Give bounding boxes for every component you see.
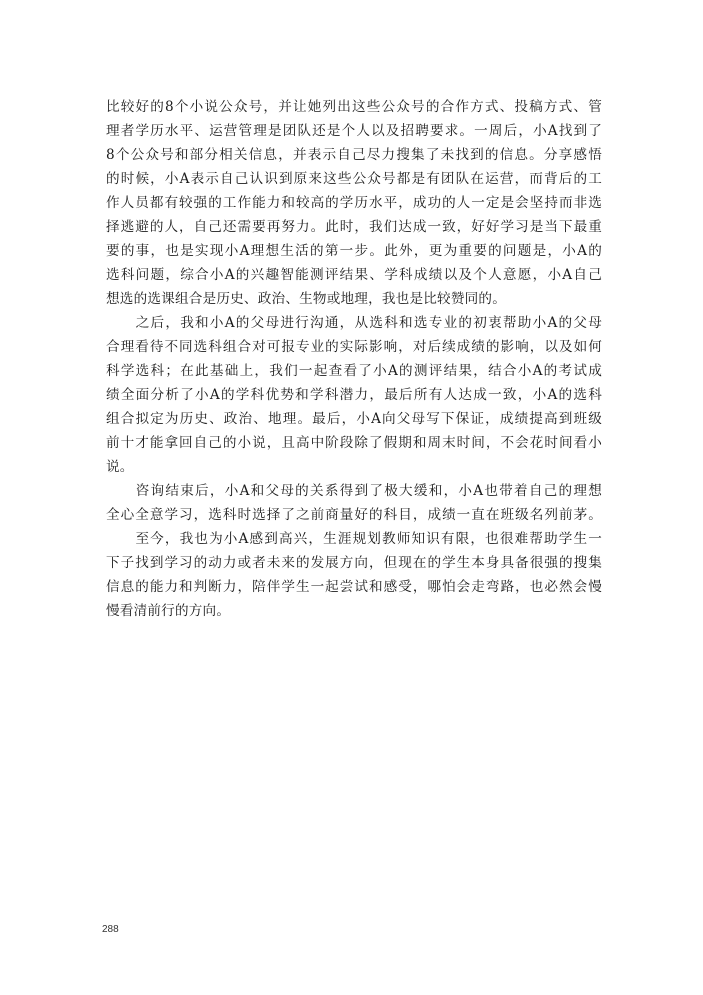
- text-line: 下子找到学习的动力或者未来的发展方向，但现在的学生本身具备很强的搜集: [106, 555, 602, 571]
- text-line: 择逃避的人，自己还需要再努力。此时，我们达成一致，好好学习是当下最重: [106, 219, 602, 235]
- text-line: 科学选科；在此基础上，我们一起查看了小A的测评结果，结合小A的考试成: [106, 363, 602, 379]
- text-line: 全心全意学习，选科时选择了之前商量好的科目，成绩一直在班级名列前茅。: [106, 507, 602, 523]
- text-line: 绩全面分析了小A的学科优势和学科潜力，最后所有人达成一致，小A的选科: [106, 387, 602, 403]
- text-line: 合理看待不同选科组合对可报专业的实际影响，对后续成绩的影响，以及如何: [106, 339, 602, 355]
- page-body: [106, 95, 602, 623]
- paragraph: [106, 527, 602, 623]
- text-line: 之后，我和小A的父母进行沟通，从选科和选专业的初衷帮助小A的父母: [106, 315, 602, 331]
- text-line: 理者学历水平、运营管理是团队还是个人以及招聘要求。一周后，小A找到了: [106, 123, 602, 139]
- text-line: 作人员都有较强的工作能力和较高的学历水平，成功的人一定是会坚持而非选: [106, 195, 602, 211]
- text-line: 8个公众号和部分相关信息，并表示自己尽力搜集了未找到的信息。分享感悟: [106, 147, 602, 163]
- text-line: 选科问题，综合小A的兴趣智能测评结果、学科成绩以及个人意愿，小A自己: [106, 267, 602, 283]
- text-line: 至今，我也为小A感到高兴，生涯规划教师知识有限，也很难帮助学生一: [106, 531, 602, 547]
- paragraph: [106, 95, 602, 311]
- text-line: 要的事，也是实现小A理想生活的第一步。此外，更为重要的问题是，小A的: [106, 243, 602, 259]
- text-line: 咨询结束后，小A和父母的关系得到了极大缓和，小A也带着自己的理想: [106, 483, 602, 499]
- paragraph: [106, 311, 602, 479]
- text-line: 比较好的8个小说公众号，并让她列出这些公众号的合作方式、投稿方式、管: [106, 99, 602, 115]
- text-line: 前十才能拿回自己的小说，且高中阶段除了假期和周末时间，不会花时间看小: [106, 435, 602, 451]
- text-line: 信息的能力和判断力，陪伴学生一起尝试和感受，哪怕会走弯路，也必然会慢: [106, 579, 602, 595]
- text-line: 组合拟定为历史、政治、地理。最后，小A向父母写下保证，成绩提高到班级: [106, 411, 602, 427]
- text-line: 想选的选课组合是历史、政治、生物或地理，我也是比较赞同的。: [106, 291, 507, 307]
- text-line: 的时候，小A表示自己认识到原来这些公众号都是有团队在运营，而背后的工: [106, 171, 602, 187]
- text-line: 慢看清前行的方向。: [106, 603, 231, 619]
- paragraph: [106, 479, 602, 527]
- page-number: 288: [102, 924, 119, 935]
- text-line: 说。: [106, 459, 134, 475]
